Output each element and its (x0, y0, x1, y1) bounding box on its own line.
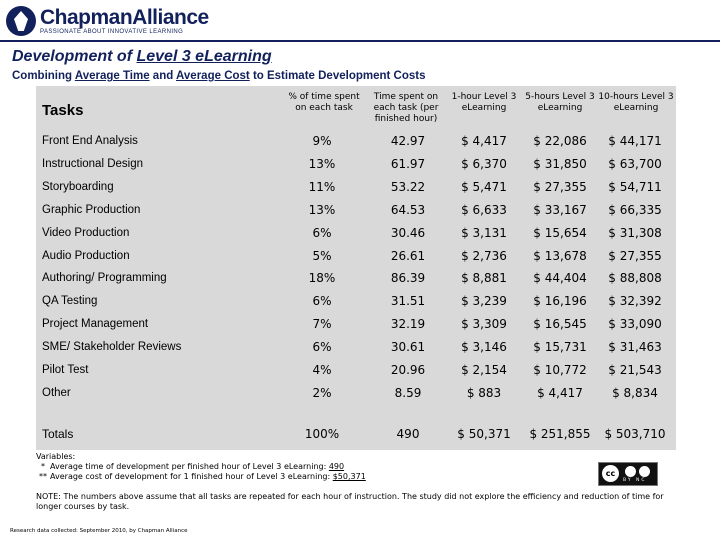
attribution-icon (625, 466, 636, 477)
logo-mark-icon (6, 6, 36, 36)
cell-5-hours: $ 10,772 (533, 363, 587, 377)
cell-time: 32.19 (390, 317, 426, 332)
cell-pct: 6% (312, 225, 332, 240)
cell-1-hour: $ 883 (466, 385, 502, 400)
cell-10-hours: $ 33,090 (608, 317, 662, 332)
cell-task: QA Testing (42, 295, 98, 308)
cell-1-hour: $ 3,146 (461, 340, 507, 355)
cell-time: 42.97 (390, 134, 426, 148)
cell-10-hours: $ 54,711 (608, 179, 662, 194)
cell-1-hour: $ 6,633 (461, 202, 507, 217)
header-5-hours: 5-hours Level 3 eLearning (525, 92, 595, 113)
cell-10-hours: $ 32,392 (608, 294, 662, 309)
cell-time: 20.96 (390, 363, 426, 377)
table-row (36, 336, 676, 358)
header-10-hours: 10-hours Level 3 eLearning (598, 92, 674, 113)
table-row (36, 130, 676, 152)
cell-10-hours: $ 21,543 (608, 363, 662, 377)
cell-10-hours: $ 63,700 (608, 156, 662, 171)
cell-task: Other (42, 386, 71, 399)
cell-task: Audio Production (42, 249, 130, 262)
creative-commons-badge[interactable] (598, 462, 658, 486)
cell-pct: 11% (308, 179, 336, 194)
cell-1-hour: $ 5,471 (461, 179, 507, 194)
cell-pct: 18% (308, 271, 336, 286)
totals-label: Totals (42, 427, 74, 441)
table-row (36, 199, 676, 221)
assumption-note: NOTE: The numbers above assume that all tasks are repeated for each hour of instruction. The study did not explore the efficiency and reduction of time for longer courses by task. (36, 492, 664, 511)
cell-5-hours: $ 4,417 (537, 385, 583, 400)
table-row (36, 290, 676, 312)
cell-time: 64.53 (390, 202, 426, 217)
cell-time: 30.61 (390, 340, 426, 355)
table-row (36, 359, 676, 381)
totals-row (36, 423, 676, 445)
brand-tagline: PASSIONATE ABOUT INNOVATIVE LEARNING (40, 29, 184, 35)
totals-5-hours: $ 251,855 (529, 427, 591, 441)
cell-pct: 9% (312, 134, 332, 148)
totals-1-hour: $ 50,371 (457, 427, 511, 441)
table-row (36, 222, 676, 244)
cell-5-hours: $ 16,545 (533, 317, 587, 332)
cell-5-hours: $ 15,654 (533, 225, 587, 240)
cell-5-hours: $ 44,404 (533, 271, 587, 286)
table-row (36, 313, 676, 335)
cell-task: Graphic Production (42, 203, 141, 216)
cell-task: Storyboarding (42, 180, 114, 193)
totals-pct: 100% (304, 427, 340, 441)
cell-10-hours: $ 44,171 (608, 134, 662, 148)
variables-label: Variables: (36, 452, 76, 461)
license-label: BY NC (623, 478, 647, 483)
cell-5-hours: $ 16,196 (533, 294, 587, 309)
chapman-alliance-logo (6, 4, 209, 38)
header-percent-time: % of time spent on each task (288, 92, 360, 113)
table-row (36, 245, 676, 267)
cell-10-hours: $ 31,463 (608, 340, 662, 355)
totals-time: 490 (396, 427, 420, 441)
table-row (36, 382, 676, 404)
cell-10-hours: $ 31,308 (608, 225, 662, 240)
cell-time: 30.46 (390, 225, 426, 240)
cell-task: Front End Analysis (42, 135, 138, 147)
cell-time: 86.39 (390, 271, 426, 286)
cell-5-hours: $ 31,850 (533, 156, 587, 171)
cell-time: 61.97 (390, 156, 426, 171)
cell-10-hours: $ 88,808 (608, 271, 662, 286)
cell-1-hour: $ 2,736 (461, 248, 507, 263)
variable-time: * Average time of development per finished hour of Level 3 eLearning: 490 (41, 462, 345, 471)
page-subtitle: Combining Average Time and Average Cost to Estimate Development Costs (12, 70, 426, 82)
cell-task: Authoring/ Programming (42, 272, 167, 285)
table-row (36, 176, 676, 198)
header-tasks: Tasks (42, 102, 84, 119)
cell-task: SME/ Stakeholder Reviews (42, 341, 182, 354)
cell-1-hour: $ 2,154 (461, 363, 507, 377)
cell-pct: 13% (308, 156, 336, 171)
cell-task: Instructional Design (42, 157, 143, 170)
table-row (36, 153, 676, 175)
variable-cost: ** Average cost of development for 1 finished hour of Level 3 eLearning: $50,371 (39, 472, 366, 481)
cell-pct: 6% (312, 294, 332, 309)
cell-pct: 6% (312, 340, 332, 355)
cell-pct: 13% (308, 202, 336, 217)
cell-time: 26.61 (390, 248, 426, 263)
cell-10-hours: $ 66,335 (608, 202, 662, 217)
cell-task: Pilot Test (42, 364, 89, 376)
cell-1-hour: $ 3,309 (461, 317, 507, 332)
cell-1-hour: $ 3,239 (461, 294, 507, 309)
cell-time: 31.51 (390, 294, 426, 309)
cell-1-hour: $ 3,131 (461, 225, 507, 240)
cell-time: 8.59 (394, 385, 422, 400)
brand-name: ChapmanAlliance (40, 6, 209, 29)
cell-pct: 7% (312, 317, 332, 332)
cell-pct: 5% (312, 248, 332, 263)
cell-10-hours: $ 27,355 (608, 248, 662, 263)
noncommercial-icon (639, 466, 650, 477)
cell-5-hours: $ 27,355 (533, 179, 587, 194)
variables-notes (36, 452, 366, 482)
source-note: Research data collected: September 2010, by Chapman Alliance (10, 528, 188, 534)
header-1-hour: 1-hour Level 3 eLearning (451, 92, 517, 113)
page-title: Development of Level 3 eLearning (12, 48, 272, 65)
cell-pct: 2% (312, 385, 332, 400)
totals-10-hours: $ 503,710 (604, 427, 666, 441)
header-divider (0, 40, 720, 42)
cell-5-hours: $ 13,678 (533, 248, 587, 263)
cell-1-hour: $ 6,370 (461, 156, 507, 171)
cell-time: 53.22 (390, 179, 426, 194)
cell-5-hours: $ 15,731 (533, 340, 587, 355)
creative-commons-icon: cc (602, 465, 619, 482)
cell-10-hours: $ 8,834 (612, 385, 658, 400)
cell-pct: 4% (312, 363, 332, 377)
cell-1-hour: $ 4,417 (461, 134, 507, 148)
header-time-per-task: Time spent on each task (per finished hour) (373, 92, 439, 124)
cell-task: Video Production (42, 226, 130, 239)
cell-1-hour: $ 8,881 (461, 271, 507, 286)
cell-5-hours: $ 22,086 (533, 134, 587, 148)
cell-5-hours: $ 33,167 (533, 202, 587, 217)
table-row (36, 267, 676, 289)
cell-task: Project Management (42, 318, 149, 331)
